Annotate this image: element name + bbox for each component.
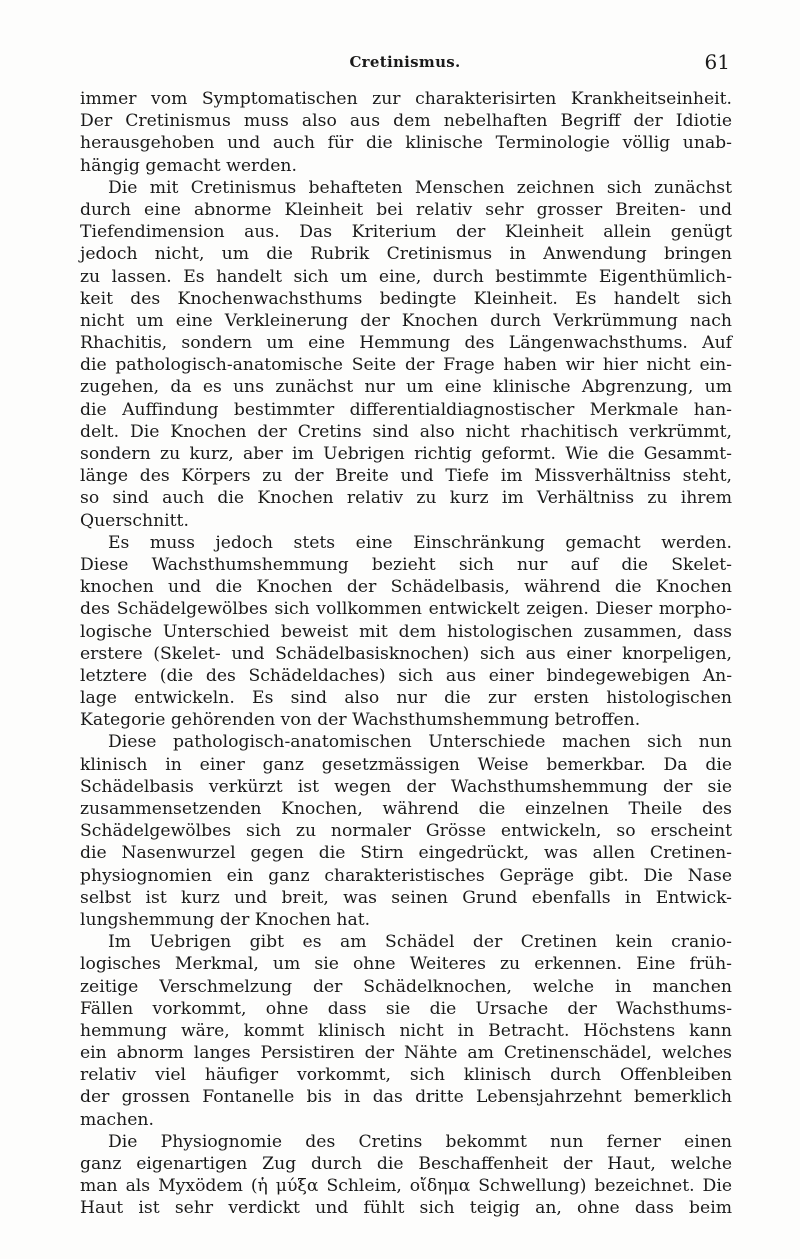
text-line: die Nasenwurzel gegen die Stirn eingedrückt, was allen Cretinen- [80, 843, 732, 864]
text-line: Schädelbasis verkürzt ist wegen der Wachsthumshemmung der sie [80, 776, 732, 797]
text-line: die pathologisch-anatomische Seite der Frage haben wir hier nicht ein- [80, 355, 732, 376]
text-line: Diese Wachsthumshemmung bezieht sich nur auf die Skelet- [80, 554, 732, 575]
body-text [80, 88, 732, 1220]
text-line: physiognomien ein ganz charakteristisches Gepräge gibt. Die Nase [80, 865, 732, 886]
text-line: Es muss jedoch stets eine Einschränkung gemacht werden. [108, 532, 732, 553]
text-line: des Schädelgewölbes sich vollkommen entwickelt zeigen. Dieser morpho- [80, 599, 732, 620]
text-line: knochen und die Knochen der Schädelbasis, während die Knochen [80, 577, 732, 598]
text-line: keit des Knochenwachsthums bedingte Kleinheit. Es handelt sich [80, 288, 732, 309]
running-head [80, 50, 730, 74]
text-line: ganz eigenartigen Zug durch die Beschaffenheit der Haut, welche [80, 1154, 732, 1174]
text-line: Fällen vorkommt, ohne dass sie die Ursache der Wachsthums- [80, 998, 732, 1019]
text-line: zusammensetzenden Knochen, während die einzelnen Theile des [80, 799, 732, 819]
text-line: herausgehoben und auch für die klinische Terminologie völlig unab- [80, 133, 732, 154]
text-line: Querschnitt. [80, 510, 189, 531]
text-line: länge des Körpers zu der Breite und Tiefe im Missverhältniss steht, [80, 466, 732, 487]
text-line: relativ viel häufiger vorkommt, sich klinisch durch Offenbleiben [80, 1065, 732, 1086]
text-line: Die Physiognomie des Cretins bekommt nun ferner einen [108, 1131, 732, 1152]
text-line: der grossen Fontanelle bis in das dritte Lebensjahrzehnt bemerklich [80, 1087, 732, 1108]
text-line: letztere (die des Schädeldaches) sich aus einer bindegewebigen An- [80, 665, 732, 686]
text-line: Diese pathologisch-anatomischen Unterschiede machen sich nun [108, 732, 732, 753]
text-line: immer vom Symptomatischen zur charakterisirten Krankheitseinheit. [80, 89, 732, 109]
text-line: zeitige Verschmelzung der Schädelknochen, welche in manchen [80, 976, 732, 997]
text-line: hängig gemacht werden. [80, 155, 297, 176]
text-line: klinisch in einer ganz gesetzmässigen Weise bemerkbar. Da die [80, 754, 732, 775]
text-line: Kategorie gehörenden von der Wachsthumshemmung betroffen. [80, 710, 641, 731]
text-line: Tiefendimension aus. Das Kriterium der Kleinheit allein genügt [80, 222, 732, 243]
text-line: lage entwickeln. Es sind also nur die zur ersten histologischen [80, 688, 732, 709]
text-line: lungshemmung der Knochen hat. [80, 909, 371, 930]
text-line: sondern zu kurz, aber im Uebrigen richtig geformt. Wie die Gesammt- [80, 444, 732, 464]
running-title: Cretinismus. [349, 53, 461, 71]
text-line: nicht um eine Verkleinerung der Knochen durch Verkrümmung nach [80, 310, 732, 331]
text-line: erstere (Skelet- und Schädelbasisknochen) sich aus einer knorpeligen, [80, 643, 732, 664]
text-line: selbst ist kurz und breit, was seinen Grund ebenfalls in Entwick- [80, 887, 732, 908]
text-line: Der Cretinismus muss also aus dem nebelhaften Begriff der Idiotie [80, 111, 732, 132]
text-line: die Auffindung bestimmter differentialdiagnostischer Merkmale han- [80, 399, 732, 420]
text-line: logische Unterschied beweist mit dem histologischen zusammen, dass [80, 621, 732, 642]
text-line: jedoch nicht, um die Rubrik Cretinismus in Anwendung bringen [80, 244, 732, 265]
text-line: delt. Die Knochen der Cretins sind also nicht rhachitisch verkrümmt, [80, 421, 732, 442]
text-line: man als Myxödem (ἡ μύξα Schleim, οἴδημα Schwellung) bezeichnet. Die [80, 1176, 732, 1197]
text-line: hemmung wäre, kommt klinisch nicht in Betracht. Höchstens kann [80, 1020, 732, 1041]
text-line: zugehen, da es uns zunächst nur um eine klinische Abgrenzung, um [80, 377, 732, 398]
text-line: so sind auch die Knochen relativ zu kurz im Verhältniss zu ihrem [80, 488, 732, 509]
text-line: ein abnorm langes Persistiren der Nähte am Cretinenschädel, welches [80, 1043, 732, 1064]
text-line: machen. [80, 1109, 154, 1130]
page-number: 61 [704, 50, 730, 74]
text-line: durch eine abnorme Kleinheit bei relativ sehr grosser Breiten- und [80, 199, 732, 220]
text-line: logisches Merkmal, um sie ohne Weiteres zu erkennen. Eine früh- [80, 954, 732, 975]
text-line: Schädelgewölbes sich zu normaler Grösse entwickeln, so erscheint [80, 821, 732, 842]
text-line: Rhachitis, sondern um eine Hemmung des Längenwachsthums. Auf [80, 333, 732, 354]
text-line: zu lassen. Es handelt sich um eine, durch bestimmte Eigenthümlich- [80, 266, 732, 287]
text-line: Haut ist sehr verdickt und fühlt sich teigig an, ohne dass beim [80, 1198, 732, 1219]
text-line: Die mit Cretinismus behafteten Menschen zeichnen sich zunächst [108, 177, 732, 198]
text-line: Im Uebrigen gibt es am Schädel der Cretinen kein cranio- [108, 932, 732, 953]
